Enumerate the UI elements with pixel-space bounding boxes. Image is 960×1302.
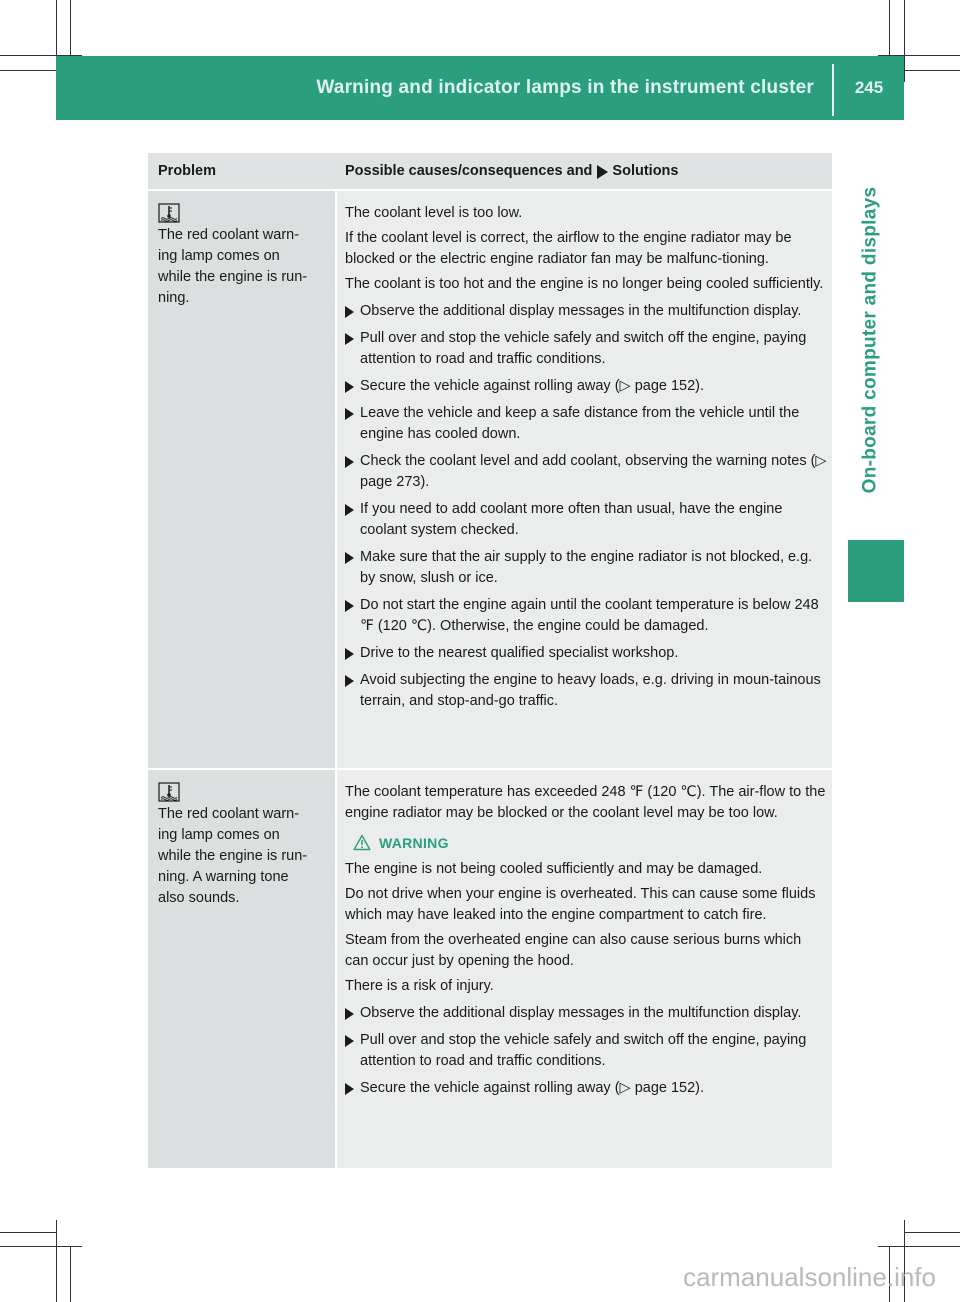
table-row [148, 191, 832, 768]
solution-step [345, 499, 828, 541]
coolant-temperature-icon [158, 203, 180, 223]
problem-description: The red coolant warn- ing lamp comes on while the engine is run- ning. A warning tone also sounds. [158, 806, 308, 906]
solution-step-text: Avoid subjecting the engine to heavy loads, e.g. driving in moun-tainous terrain, and stop-and-go traffic. [360, 672, 821, 709]
cause-paragraph: The coolant temperature has exceeded 248 ℉ (120 ℃). The air-flow to the engine radiator may be blocked or the coolant level may be too low. [345, 784, 826, 821]
column-header-solutions-suffix: Solutions [612, 163, 679, 179]
watermark: carmanualsonline.info [683, 1262, 936, 1292]
solution-step-text: If you need to add coolant more often than usual, have the engine coolant system checked. [360, 501, 783, 538]
action-arrow-icon [345, 499, 360, 541]
warning-paragraph: Steam from the overheated engine can also cause serious burns which can occur just by opening the hood. [345, 932, 802, 969]
solution-step-text: Leave the vehicle and keep a safe distance from the vehicle until the engine has cooled down. [360, 405, 800, 442]
action-arrow-icon [345, 595, 360, 637]
column-header-solutions-prefix: Possible causes/consequences and [345, 163, 593, 179]
section-tab-marker [848, 540, 904, 602]
solution-step [345, 670, 828, 712]
solution-step-text: Secure the vehicle against rolling away (▷ page 152). [360, 1080, 705, 1096]
page-header [56, 56, 904, 120]
solution-step-text: Observe the additional display messages in the multifunction display. [360, 1005, 802, 1021]
solution-step [345, 376, 828, 397]
crop-mark [889, 0, 890, 56]
solution-step [345, 643, 828, 664]
warning-triangle-icon [353, 834, 371, 851]
action-arrow-icon [345, 1030, 360, 1072]
table-header [148, 153, 832, 191]
solution-step [345, 451, 828, 493]
solution-step [345, 328, 828, 370]
action-arrow-icon [345, 1078, 360, 1099]
crop-mark [0, 70, 56, 71]
solution-step-text: Make sure that the air supply to the engine radiator is not blocked, e.g. by snow, slush or ice. [360, 549, 813, 586]
solution-step-text: Check the coolant level and add coolant, observing the warning notes (▷ page 273). [360, 453, 827, 490]
action-arrow-icon [345, 376, 360, 397]
crop-mark [70, 1246, 71, 1302]
section-tab-label: On-board computer and displays [859, 186, 880, 494]
solution-step [345, 547, 828, 589]
cause-paragraph: The coolant is too hot and the engine is no longer being cooled sufficiently. [345, 276, 824, 292]
solution-step-text: Drive to the nearest qualified specialist workshop. [360, 645, 679, 661]
solution-step [345, 1078, 828, 1099]
warning-lamp-table [148, 153, 832, 1168]
warning-label: WARNING [379, 834, 449, 851]
solution-step [345, 1003, 828, 1024]
problem-cell [148, 770, 335, 1168]
crop-mark [878, 1246, 960, 1247]
solution-cell [337, 770, 832, 1168]
warning-paragraph: There is a risk of injury. [345, 978, 494, 994]
page-number: 245 [854, 78, 884, 97]
table-row [148, 768, 832, 1168]
action-arrow-icon [597, 165, 608, 179]
crop-mark [0, 1232, 56, 1233]
solution-step [345, 301, 828, 322]
action-arrow-icon [345, 451, 360, 493]
solution-step [345, 403, 828, 445]
action-arrow-icon [345, 670, 360, 712]
cause-paragraph: If the coolant level is correct, the airflow to the engine radiator may be blocked or the electric engine radiator fan may be malfunc-tioning. [345, 230, 792, 267]
solution-step-text: Pull over and stop the vehicle safely and switch off the engine, paying attention to road and traffic conditions. [360, 1032, 807, 1069]
action-arrow-icon [345, 328, 360, 370]
warning-paragraph: Do not drive when your engine is overheated. This can cause some fluids which may have leaked into the engine compartment to catch fire. [345, 886, 816, 923]
crop-mark [56, 1220, 57, 1302]
action-arrow-icon [345, 643, 360, 664]
cause-paragraph: The coolant level is too low. [345, 205, 523, 221]
column-header-problem: Problem [158, 163, 217, 179]
action-arrow-icon [345, 547, 360, 589]
problem-description: The red coolant warn- ing lamp comes on while the engine is run- ning. [158, 227, 308, 306]
warning-heading [353, 834, 828, 851]
column-header-solutions [337, 153, 832, 189]
action-arrow-icon [345, 301, 360, 322]
solution-step-text: Do not start the engine again until the coolant temperature is below 248 ℉ (120 ℃). Otherwise, the engine could be damaged. [360, 597, 819, 634]
crop-mark [904, 1232, 960, 1233]
crop-mark [904, 70, 960, 71]
page-title: Warning and indicator lamps in the instrument cluster [316, 77, 814, 98]
problem-cell [148, 191, 335, 768]
solution-step-text: Pull over and stop the vehicle safely and switch off the engine, paying attention to road and traffic conditions. [360, 330, 807, 367]
crop-mark [70, 0, 71, 56]
section-tab [845, 150, 895, 530]
warning-paragraph: The engine is not being cooled sufficiently and may be damaged. [345, 861, 763, 877]
coolant-temperature-icon [158, 782, 180, 802]
solution-cell [337, 191, 832, 768]
solution-step-text: Observe the additional display messages in the multifunction display. [360, 303, 802, 319]
action-arrow-icon [345, 403, 360, 445]
action-arrow-icon [345, 1003, 360, 1024]
solution-step [345, 595, 828, 637]
solution-step [345, 1030, 828, 1072]
solution-step-text: Secure the vehicle against rolling away (▷ page 152). [360, 378, 705, 394]
